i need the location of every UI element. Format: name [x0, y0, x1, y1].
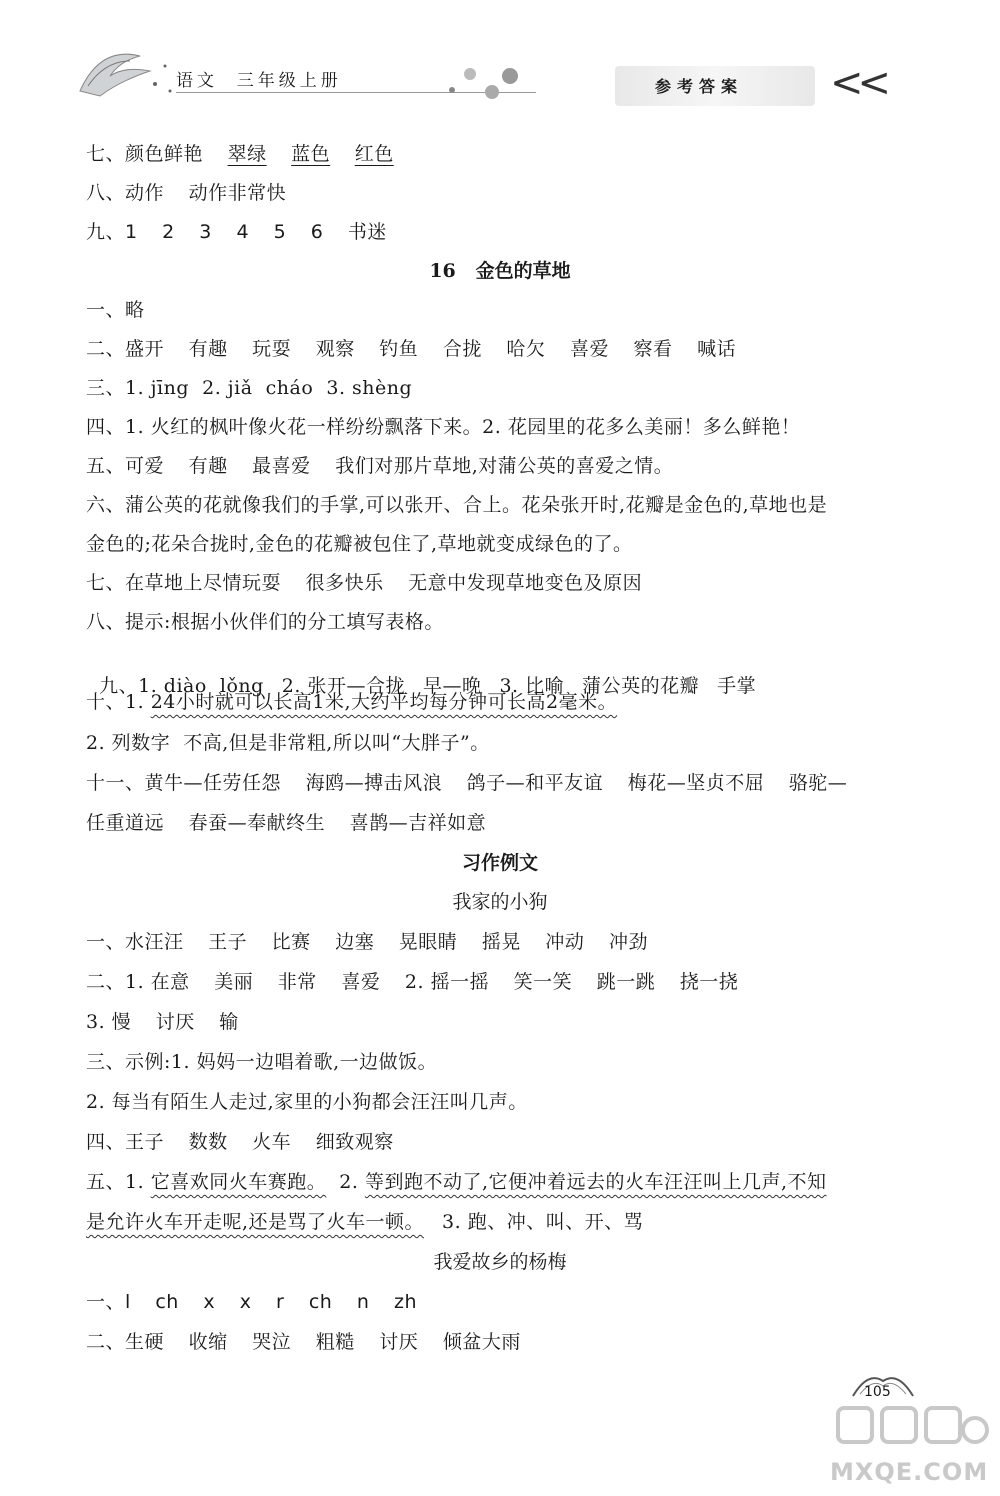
answer-line-10-2: 2. 列数字 不高,但是非常粗,所以叫“大胖子”。 — [86, 732, 490, 754]
dog-line-3: 三、示例:1. 妈妈一边唱着歌,一边做饭。 — [86, 1051, 438, 1073]
section-title-16: 16 金色的草地 — [429, 260, 571, 282]
answer-line-11a: 十一、黄牛—任劳任怨 海鸥—搏击风浪 鸽子—和平友谊 梅花—坚贞不屈 骆驼— — [86, 772, 848, 794]
answer-line-4: 四、1. 火红的枫叶像火花一样纷纷飘落下来。2. 花园里的花多么美丽！多么鲜艳！ — [86, 416, 801, 438]
answer-line-7: 七、颜色鲜艳 翠绿 蓝色 红色 — [86, 143, 394, 165]
section-title-yangmei: 我爱故乡的杨梅 — [433, 1251, 567, 1273]
section-title-xizuo: 习作例文 — [461, 852, 538, 874]
answer-line-10: 十、1. 24小时就可以长高1米,大约平均每分钟可长高2毫米。 — [86, 691, 618, 713]
header-left-title: 语文 三年级上册 — [176, 71, 342, 91]
dog-line-2b: 3. 慢 讨厌 输 — [86, 1011, 239, 1033]
answer-line-7b: 七、在草地上尽情玩耍 很多快乐 无意中发现草地变色及原因 — [86, 572, 643, 594]
answer-line-11b: 任重道远 春蚕—奉献终生 喜鹊—吉祥如意 — [86, 812, 487, 834]
header-bird-logo — [70, 36, 180, 106]
dog-line-5b: 是允许火车开走呢,还是骂了火车一顿。 3. 跑、冲、叫、开、骂 — [86, 1211, 644, 1233]
header-ornament-dots — [440, 62, 530, 102]
dog-line-5a: 五、1. 它喜欢同火车赛跑。 2. 等到跑不动了,它便冲着远去的火车汪汪叫上几声,不知 — [86, 1171, 827, 1193]
page-number: 105 — [864, 1384, 891, 1400]
dog-line-1: 一、水汪汪 王子 比赛 边塞 晃眼睛 摇晃 冲动 冲劲 — [86, 931, 648, 953]
answer-line-8: 八、动作 动作非常快 — [86, 182, 287, 204]
answer-line-9: 九、1 2 3 4 5 6 书迷 — [86, 221, 387, 243]
watermark-logo — [830, 1400, 990, 1460]
yangmei-line-1: 一、l ch x x r ch n zh — [86, 1291, 417, 1313]
answer-line-8b: 八、提示:根据小伙伴们的分工填写表格。 — [86, 611, 444, 633]
answer-line-3: 三、1. jīng 2. jiǎ cháo 3. shèng — [86, 377, 413, 399]
answer-line-6a: 六、蒲公英的花就像我们的手掌,可以张开、合上。花朵张开时,花瓣是金色的,草地也是 — [86, 494, 828, 516]
answer-line-5: 五、可爱 有趣 最喜爱 我们对那片草地,对蒲公英的喜爱之情。 — [86, 455, 674, 477]
header-double-chevron-icon: << — [830, 60, 886, 106]
answer-line-1: 一、略 — [86, 299, 145, 321]
header-right-title: 参考答案 — [655, 77, 744, 96]
dog-line-2: 二、1. 在意 美丽 非常 喜爱 2. 摇一摇 笑一笑 跳一跳 挠一挠 — [86, 971, 739, 993]
answer-line-2: 二、盛开 有趣 玩耍 观察 钓鱼 合拢 哈欠 喜爱 察看 喊话 — [86, 338, 737, 360]
dog-line-3b: 2. 每当有陌生人走过,家里的小狗都会汪汪叫几声。 — [86, 1091, 528, 1113]
dog-line-4: 四、王子 数数 火车 细致观察 — [86, 1131, 394, 1153]
section-title-dog: 我家的小狗 — [452, 891, 548, 913]
answer-line-6b: 金色的;花朵合拢时,金色的花瓣被包住了,草地就变成绿色的了。 — [86, 533, 633, 555]
answer-line-9b: 九、1. diào lǒng 2. 张开—合拢 早—晚 3. 比喻 蒲公英的花瓣 手掌 — [99, 675, 757, 697]
yangmei-line-2: 二、生硬 收缩 哭泣 粗糙 讨厌 倾盆大雨 — [86, 1331, 521, 1353]
watermark-text: MXQE.COM — [830, 1458, 989, 1486]
